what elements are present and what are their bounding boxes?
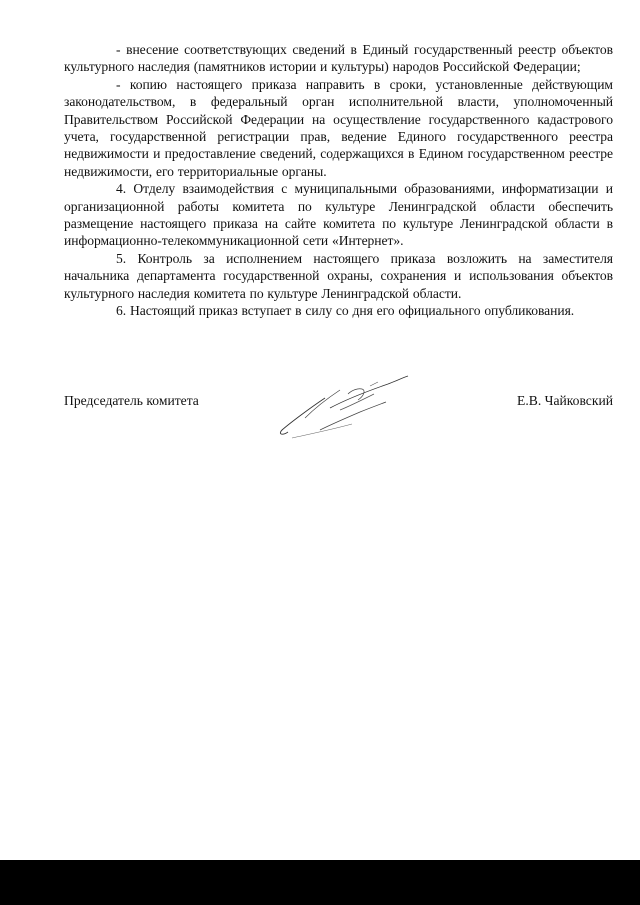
document-body xyxy=(64,41,613,320)
paragraph-item-4: 4. Отделу взаимодействия с муниципальными образованиями, информатизации и организационной работы комитета по культуре Ленинградской области обеспечить размещение настоящего приказа на сайте комитета по культуре Ленинградской области в информационно-телекоммуникационной сети «Интернет». xyxy=(64,181,613,249)
paragraph-item-6: 6. Настоящий приказ вступает в силу со дня его официального опубликования. xyxy=(116,303,575,319)
signatory-role: Председатель комитета xyxy=(64,393,199,408)
paragraph-registry-entry: - внесение соответствующих сведений в Единый государственный реестр объектов культурного наследия (памятников истории и культуры) народов Российской Федерации; xyxy=(64,42,613,75)
signatory-name: Е.В. Чайковский xyxy=(517,393,613,408)
paragraph-item-5: 5. Контроль за исполнением настоящего приказа возложить на заместителя начальника департамента государственной охраны, сохранения и использования объектов культурного наследия комитета по культуре Ленинградской области. xyxy=(64,250,613,301)
paragraph-copy-order: - копию настоящего приказа направить в сроки, установленные действующим законодательством, в федеральный орган исполнительной власти, уполномоченный Правительством Российской Федерации на осуществление государственного кадастрового учета, государственной регистрации прав, ведение Единого государственного реестра недвижимости и предоставление сведений, содержащихся в Едином государственном реестре недвижимости, его территориальные органы. xyxy=(64,76,613,179)
handwritten-signature xyxy=(270,368,430,458)
scan-bottom-border xyxy=(0,860,640,905)
